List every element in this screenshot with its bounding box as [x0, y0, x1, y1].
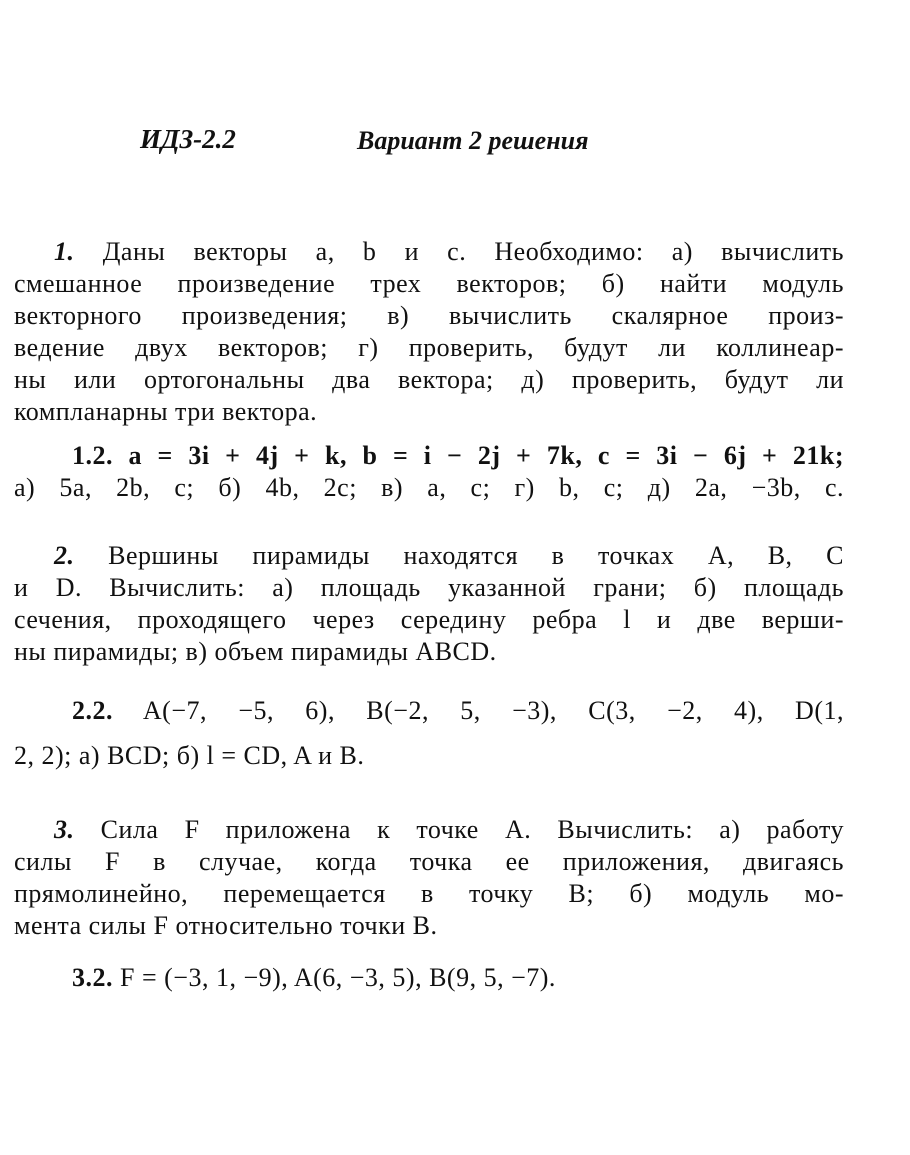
task-3-variant-line: 3.2. F = (−3, 1, −9), A(6, −3, 5), B(9, 5, −7).: [72, 963, 556, 992]
task-1-line: смешанное произведение трех векторов; б) найти модуль: [14, 269, 844, 298]
task-3-number: 3.: [54, 815, 75, 844]
task-2-variant: [14, 686, 844, 776]
task-2-variant-line: 2.2. A(−7, −5, 6), B(−2, 5, −3), C(3, −2, 4), D(1,: [72, 696, 844, 725]
task-1-variant: [14, 440, 844, 504]
assignment-code: ИДЗ-2.2: [140, 124, 236, 154]
variant-title: Вариант 2 решения: [357, 126, 589, 155]
task-1-line: компланарны три вектора.: [14, 397, 318, 426]
task-3-line: прямолинейно, перемещается в точку B; б) модуль мо-: [14, 879, 844, 908]
task-1-line: векторного произведения; в) вычислить скалярное произ-: [14, 301, 844, 330]
task-2-line: сечения, проходящего через середину ребра l и две верши-: [14, 605, 844, 634]
task-2-variant-line: 2, 2); а) BCD; б) l = CD, A и B.: [14, 741, 365, 770]
task-1-line: ны или ортогональны два вектора; д) проверить, будут ли: [14, 365, 844, 394]
task-2-line: и D. Вычислить: а) площадь указанной грани; б) площадь: [14, 573, 844, 602]
task-2-line: 2. Вершины пирамиды находятся в точках A, B, C: [54, 541, 844, 570]
task-1-line: ведение двух векторов; г) проверить, будут ли коллинеар-: [14, 333, 844, 362]
task-1-line: 1. Даны векторы a, b и c. Необходимо: а) вычислить: [54, 237, 844, 266]
task-1-variant-number: 1.2.: [72, 441, 113, 470]
task-2-statement: [14, 540, 844, 668]
task-2-variant-number: 2.2.: [72, 696, 113, 725]
task-2-number: 2.: [54, 541, 75, 570]
task-2-line: ны пирамиды; в) объем пирамиды ABCD.: [14, 637, 497, 666]
page-header: [140, 124, 840, 168]
task-1-number: 1.: [54, 237, 75, 266]
task-3-line: 3. Сила F приложена к точке A. Вычислить: а) работу: [54, 815, 844, 844]
task-3-variant: [14, 962, 844, 994]
task-3-line: мента силы F относительно точки B.: [14, 911, 438, 940]
task-3-statement: [14, 814, 844, 942]
task-1-statement: [14, 236, 844, 428]
task-1-variant-line: 1.2. a = 3i + 4j + k, b = i − 2j + 7k, c = 3i − 6j + 21k;: [72, 441, 845, 470]
task-3-line: силы F в случае, когда точка ее приложения, двигаясь: [14, 847, 844, 876]
task-3-variant-number: 3.2.: [72, 963, 113, 992]
task-1-variant-line: а) 5a, 2b, c; б) 4b, 2c; в) a, c; г) b, c; д) 2a, −3b, c.: [14, 473, 844, 502]
